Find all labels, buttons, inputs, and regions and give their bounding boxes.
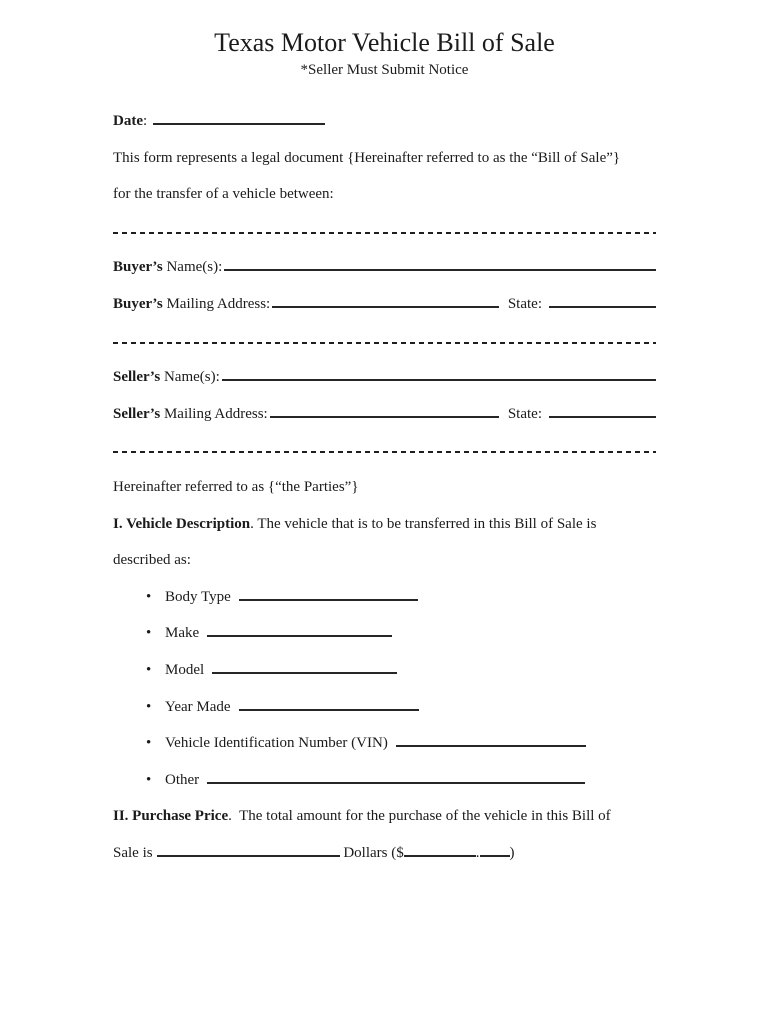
buyer-name-label: Name(s): <box>162 259 223 276</box>
seller-name-blank[interactable] <box>222 379 656 381</box>
described-as-text: described as: <box>113 552 191 569</box>
bullet-marker: • <box>146 771 152 788</box>
vehicle-section-heading-rest: . The vehicle that is to be transferred in this Bill of Sale is <box>250 515 597 532</box>
seller-possessive: Seller’s <box>113 369 161 386</box>
bullet-row-model <box>113 662 656 699</box>
intro-text-2: for the transfer of a vehicle between: <box>113 186 334 203</box>
model-blank[interactable] <box>212 672 397 674</box>
cents-blank[interactable] <box>480 855 510 857</box>
intro-text-1: This form represents a legal document {Hereinafter referred to as the “Bill of Sale”} <box>113 149 621 166</box>
dashed-separator <box>113 232 656 234</box>
bullet-marker: • <box>146 661 152 678</box>
parties-text: Hereinafter referred to as {“the Parties”} <box>113 478 359 495</box>
year-made-blank[interactable] <box>239 709 419 711</box>
parties-row <box>113 479 656 516</box>
date-row <box>113 113 656 150</box>
bullet-marker: • <box>146 735 152 752</box>
dollars-amount-blank[interactable] <box>404 855 476 857</box>
other-label: Other <box>165 771 200 788</box>
model-label: Model <box>165 661 205 678</box>
year-made-label: Year Made <box>165 698 231 715</box>
close-paren: ) <box>509 844 515 861</box>
price-section-heading-rest: . The total amount for the purchase of the vehicle in this Bill of <box>228 808 611 825</box>
buyer-address-label: Mailing Address: <box>162 295 271 312</box>
sale-amount-row <box>113 845 656 882</box>
make-label: Make <box>165 625 200 642</box>
buyer-possessive-2: Buyer’s <box>113 295 163 312</box>
dashed-separator <box>113 342 656 344</box>
buyer-name-blank[interactable] <box>224 269 656 271</box>
buyer-possessive: Buyer’s <box>113 259 163 276</box>
vin-blank[interactable] <box>396 745 586 747</box>
decimal-point: . <box>475 844 480 861</box>
page-title: Texas Motor Vehicle Bill of Sale <box>214 28 555 57</box>
bullet-row-body-type <box>113 589 656 626</box>
seller-name-label: Name(s): <box>160 369 220 386</box>
buyer-state-blank[interactable] <box>549 306 656 308</box>
intro-line-1 <box>113 150 656 187</box>
bullet-row-year-made <box>113 699 656 736</box>
dollars-label: Dollars ($ <box>339 844 404 861</box>
other-blank[interactable] <box>207 782 585 784</box>
separator-row-3 <box>113 442 656 479</box>
vehicle-section-heading-line2 <box>113 552 656 589</box>
price-section-heading: II. Purchase Price <box>113 808 229 825</box>
bullet-marker: • <box>146 588 152 605</box>
bullet-row-vin <box>113 735 656 772</box>
body-type-label: Body Type <box>165 588 231 605</box>
bullet-marker: • <box>146 698 152 715</box>
seller-address-row <box>113 406 656 443</box>
date-blank[interactable] <box>153 123 325 125</box>
seller-state-label: State: <box>507 405 542 422</box>
sale-amount-words-blank[interactable] <box>157 855 340 857</box>
date-colon: : <box>143 113 148 129</box>
seller-state-blank[interactable] <box>549 416 656 418</box>
document-header <box>113 26 656 80</box>
intro-line-2 <box>113 186 656 223</box>
buyer-address-blank[interactable] <box>272 306 499 308</box>
buyer-name-row <box>113 259 656 296</box>
price-section-heading-row <box>113 808 656 845</box>
buyer-address-row <box>113 296 656 333</box>
page-subtitle: *Seller Must Submit Notice <box>300 62 469 78</box>
seller-name-row <box>113 369 656 406</box>
bullet-marker: • <box>146 625 152 642</box>
vehicle-section-heading-row <box>113 516 656 553</box>
separator-row-2 <box>113 333 656 370</box>
seller-address-label: Mailing Address: <box>160 405 268 422</box>
vin-label: Vehicle Identification Number (VIN) <box>165 735 388 752</box>
bullet-row-make <box>113 625 656 662</box>
date-label: Date <box>113 113 143 129</box>
sale-is-label: Sale is <box>113 844 153 861</box>
dashed-separator <box>113 451 656 453</box>
separator-row-1 <box>113 223 656 260</box>
seller-possessive-2: Seller’s <box>113 405 161 422</box>
bullet-row-other <box>113 772 656 809</box>
buyer-state-label: State: <box>507 295 542 312</box>
seller-address-blank[interactable] <box>270 416 499 418</box>
make-blank[interactable] <box>207 635 392 637</box>
body-type-blank[interactable] <box>239 599 418 601</box>
vehicle-section-heading: I. Vehicle Description <box>113 515 251 532</box>
